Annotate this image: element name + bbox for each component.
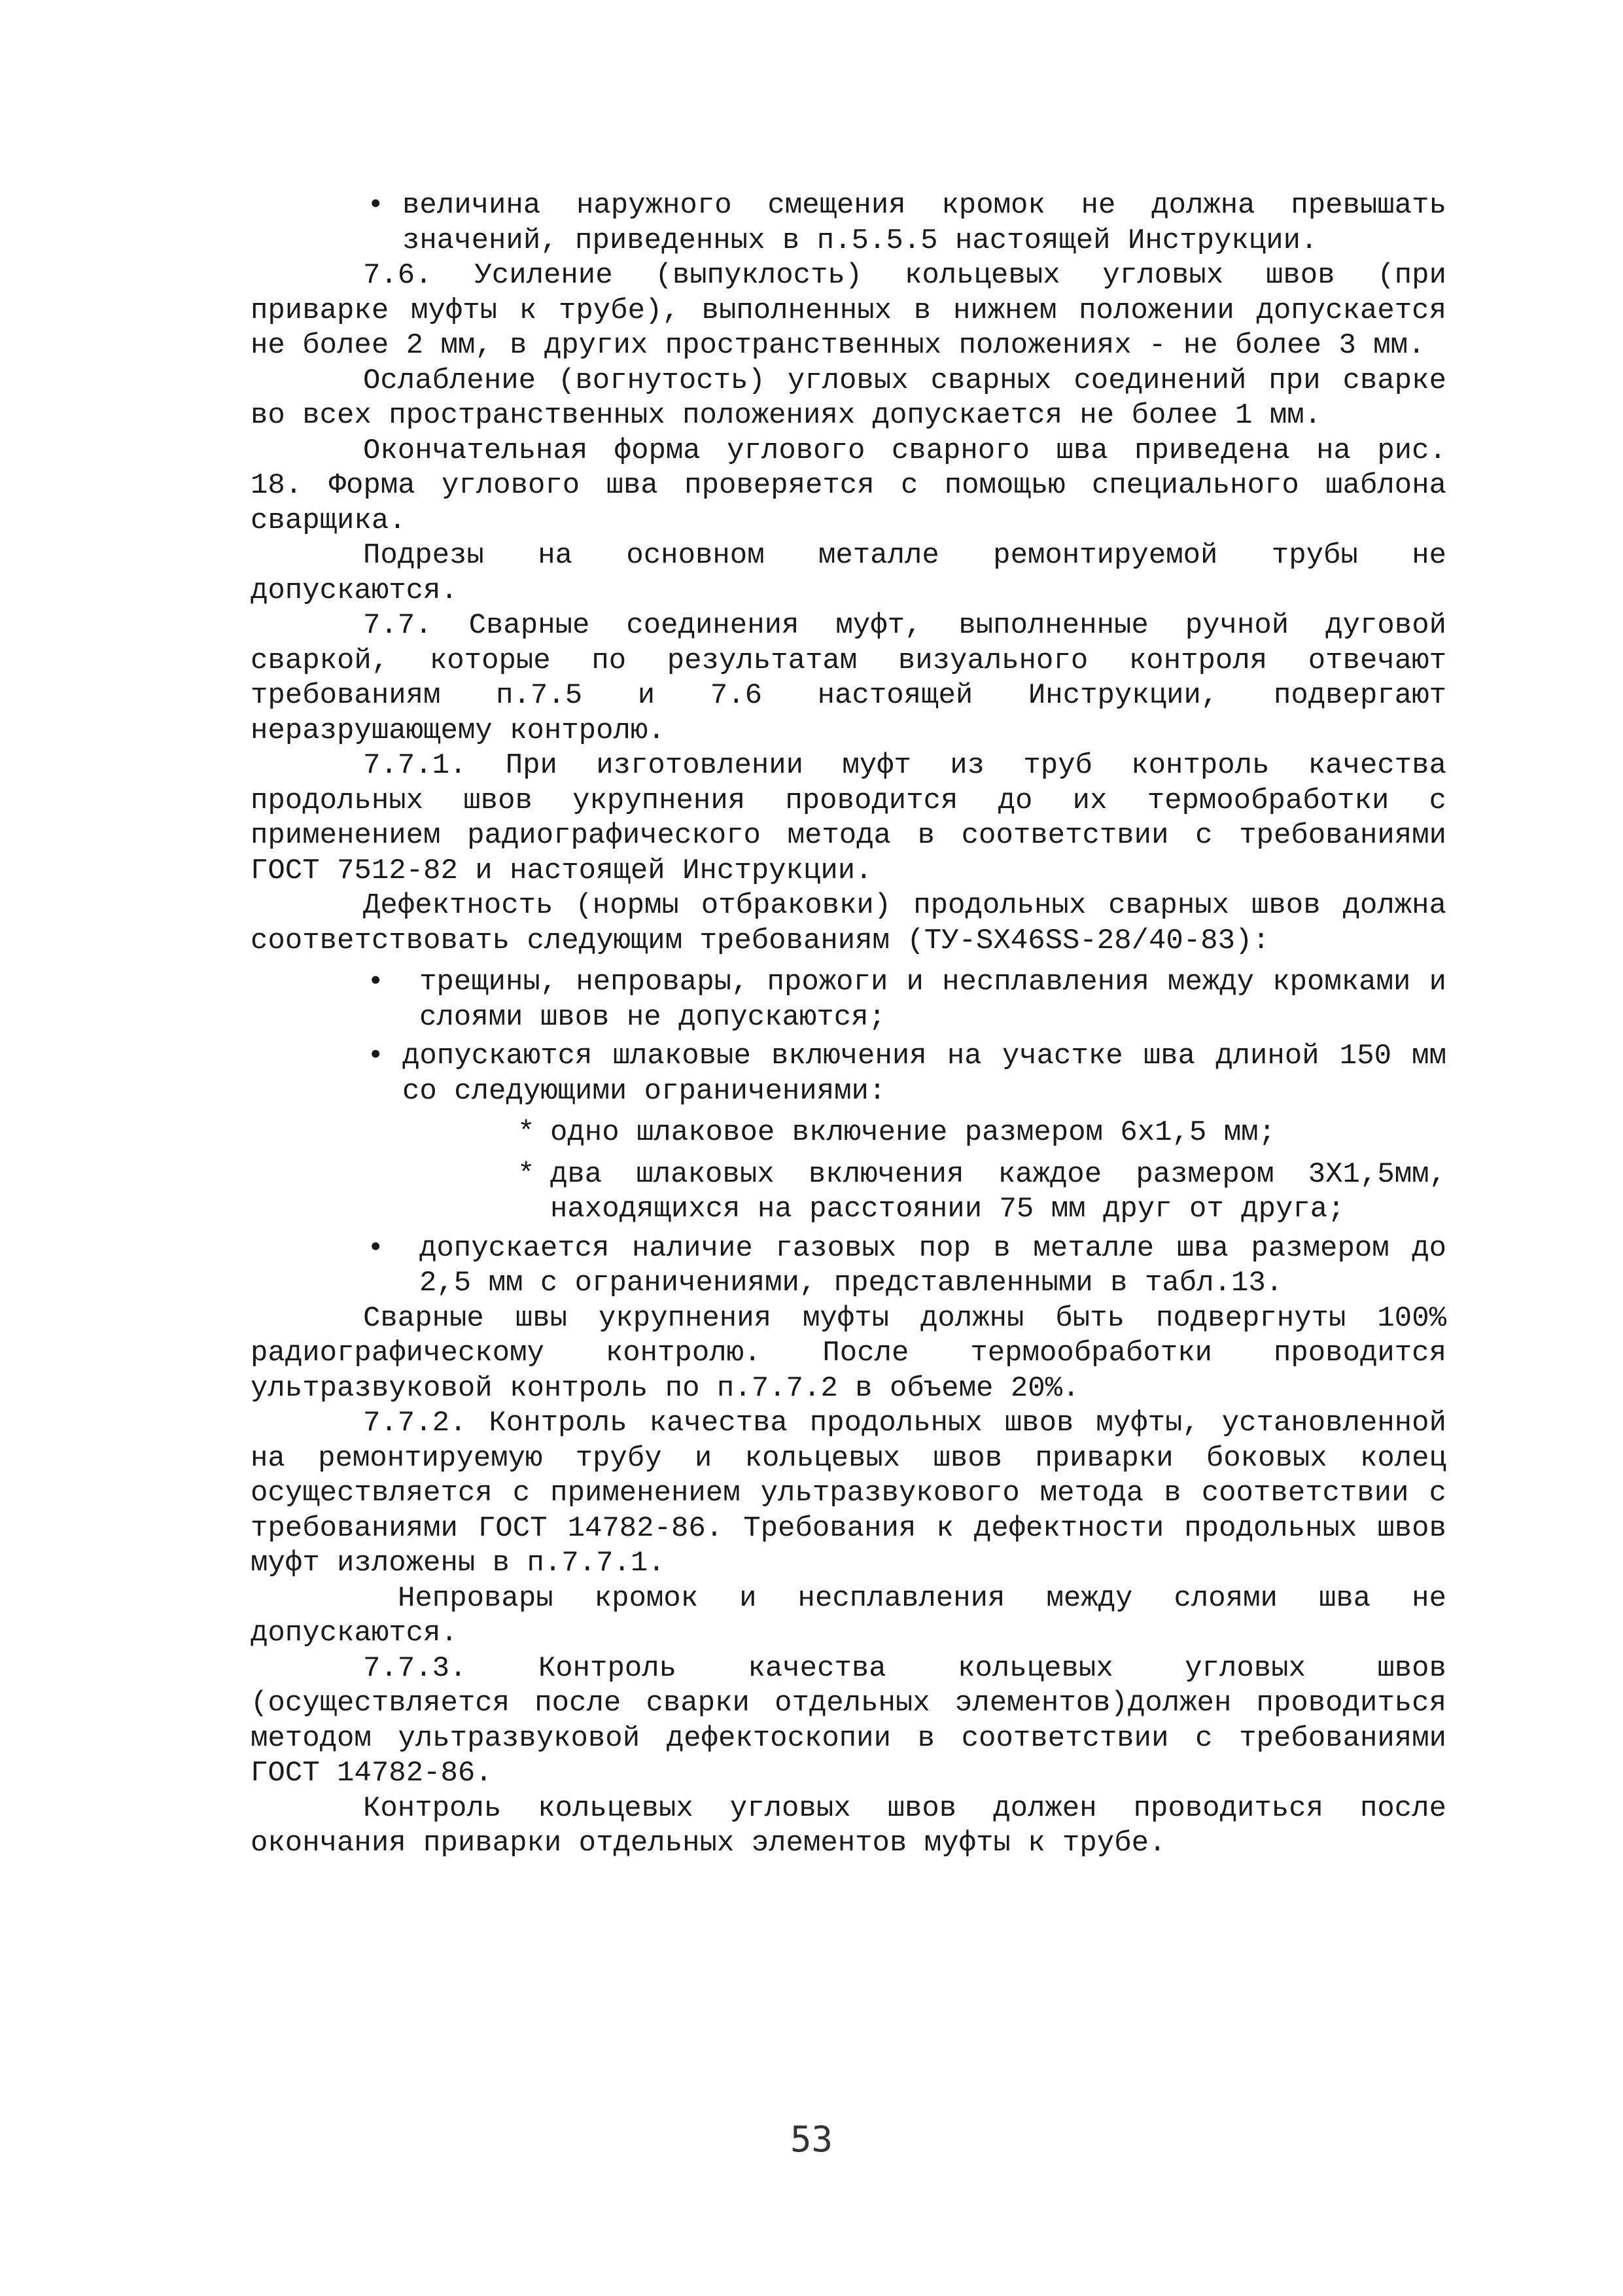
paragraph-ring-control: Контроль кольцевых угловых швов должен проводиться после окончания приварки отдельных элементов муфты к трубе. xyxy=(251,1792,1446,1860)
paragraph-weakening: Ослабление (вогнутость) угловых сварных соединений при сварке во всех пространственных положениях допускается не более 1 мм. xyxy=(251,364,1446,432)
paragraph-lack-fusion: Непровары кромок и несплавления между слоями шва не допускаются. xyxy=(251,1581,1446,1650)
sub-bullet-star: * xyxy=(517,1116,535,1149)
paragraph-7-7-3: 7.7.3. Контроль качества кольцевых угловых швов (осуществляется после сварки отдельных элементов)должен проводиться методом ультразвуковой дефектоскопии в соответствии с требованиями ГОСТ 14782-86. xyxy=(251,1651,1446,1790)
page-number: 53 xyxy=(790,2119,833,2160)
sub-bullet-one-slag xyxy=(251,1116,1446,1151)
bullet-text: допускается наличие газовых пор в металле шва размером до 2,5 мм с ограничениями, представленными в табл.13. xyxy=(419,1231,1446,1299)
paragraph-defects: Дефектность (нормы отбраковки) продольных сварных швов должна соответствовать следующим требованиям (ТУ-SX46SS-28/40-83): xyxy=(251,889,1446,957)
bullet-dot: • xyxy=(367,1231,385,1265)
sub-bullet-star: * xyxy=(517,1157,535,1191)
sub-bullet-text: одно шлаковое включение размером 6x1,5 мм; xyxy=(550,1116,1276,1149)
paragraph-7-7: 7.7. Сварные соединения муфт, выполненные ручной дуговой сваркой, которые по результатам визуального контроля отвечают требованиям п.7.5 и 7.6 настоящей Инструкции, подвергают неразрушающему контролю. xyxy=(251,609,1446,747)
bullet-slag xyxy=(251,1039,1446,1109)
bullet-pores xyxy=(251,1231,1446,1301)
paragraph-undercuts: Подрезы на основном металле ремонтируемой трубы не допускаются. xyxy=(251,539,1446,607)
paragraph-7-7-1: 7.7.1. При изготовлении муфт из труб контроль качества продольных швов укрупнения проводится до их термообработки с применением радиографического метода в соответствии с требованиями ГОСТ 7512-82 и настоящей Инструкции. xyxy=(251,749,1446,887)
bullet-text: величина наружного смещения кромок не должна превышать значений, приведенных в п.5.5.5 настоящей Инструкции. xyxy=(402,189,1446,257)
document-body xyxy=(251,188,1446,1862)
paragraph-final-shape: Окончательная форма углового сварного шва приведена на рис. 18. Форма углового шва проверяется с помощью специального шаблона сварщика. xyxy=(251,434,1446,537)
paragraph-enlargement: Сварные швы укрупнения муфты должны быть подвергнуты 100% радиографическому контролю. После термообработки проводится ультразвуковой контроль по п.7.7.2 в объеме 20%. xyxy=(251,1301,1446,1405)
bullet-cracks xyxy=(251,965,1446,1035)
bullet-text: допускаются шлаковые включения на участке шва длиной 150 мм со следующими ограничениями: xyxy=(402,1040,1446,1108)
paragraph-7-7-2: 7.7.2. Контроль качества продольных швов муфты, установленной на ремонтируемую трубу и кольцевых швов приварки боковых колец осуществляется с применением ультразвукового метода в соответствии с требованиями ГОСТ 14782-86. Требования к дефектности продольных швов муфт изложены в п.7.7.1. xyxy=(251,1407,1446,1580)
bullet-edge-offset xyxy=(251,188,1446,258)
sub-bullet-text: два шлаковых включения каждое размером 3Х1,5мм, находящихся на расстоянии 75 мм друг от друга; xyxy=(550,1157,1446,1226)
bullet-dot: • xyxy=(367,966,385,998)
bullet-dot: • xyxy=(367,189,385,222)
bullet-text: трещины, непровары, прожоги и несплавления между кромками и слоями швов не допускаются; xyxy=(419,966,1446,1034)
bullet-dot: • xyxy=(367,1040,385,1072)
sub-bullet-two-slag xyxy=(251,1157,1446,1227)
paragraph-7-6: 7.6. Усиление (выпуклость) кольцевых угловых швов (при приварке муфты к трубе), выполненных в нижнем положении допускается не более 2 мм, в других пространственных положениях - не более 3 мм. xyxy=(251,259,1446,362)
